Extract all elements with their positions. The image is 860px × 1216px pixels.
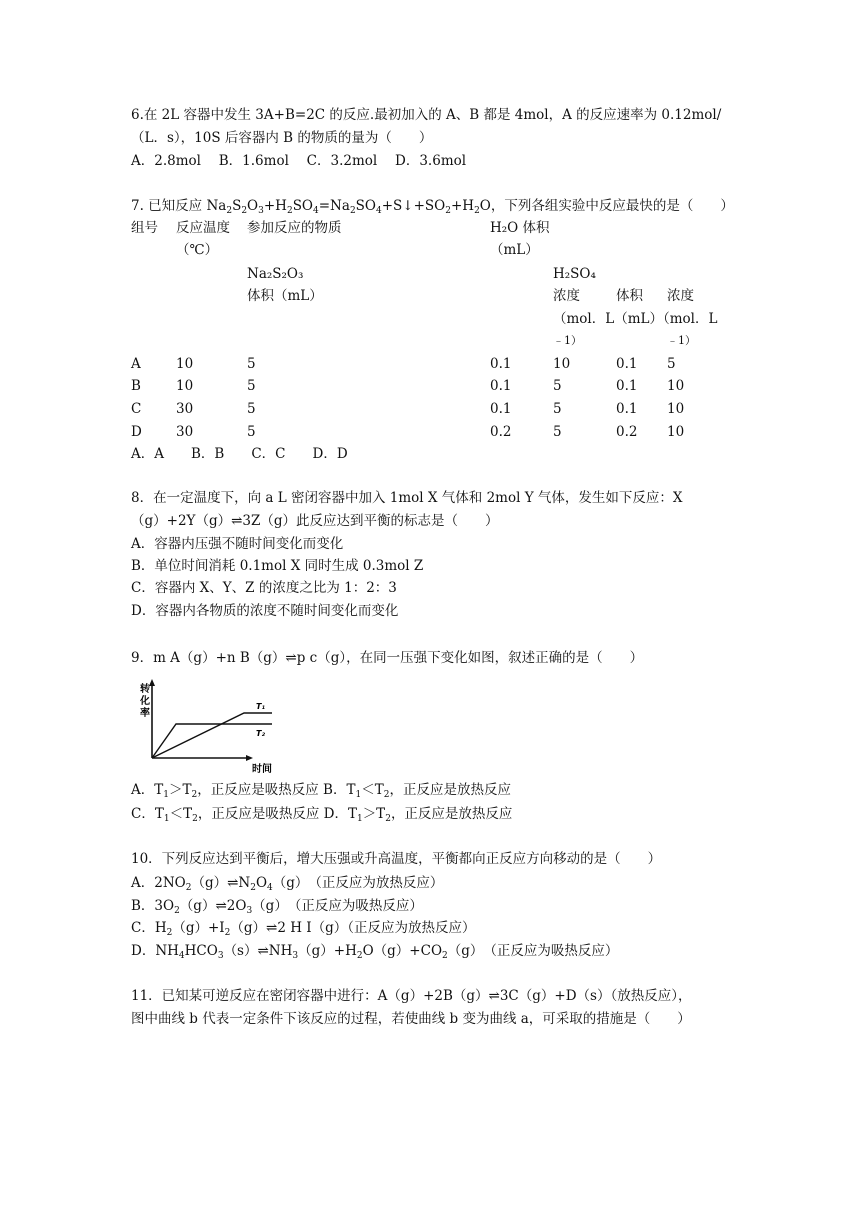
header-temp-unit: （℃） — [176, 242, 219, 258]
q8-option-c: C．容器内 X、Y、Z 的浓度之比为 1：2：3 — [131, 580, 397, 596]
table-row-b-v1: 5 — [247, 378, 256, 394]
header-water-volume: H₂O 体积 — [490, 220, 550, 236]
q7-options: A．A B．B C．C D．D — [131, 446, 348, 462]
q11-stem-line1: 11．已知某可逆反应在密闭容器中进行：A（g）+2B（g）⇌3C（g）+D（s）（放热反应）， — [131, 988, 692, 1004]
header-concentration: 浓度 — [553, 288, 580, 304]
table-row-c-v2: 5 — [553, 401, 562, 417]
table-row-b-c2: 0.1 — [616, 378, 638, 394]
header-water-unit: （mL） — [490, 242, 539, 258]
header-volume-ml: 体积（mL） — [247, 288, 323, 304]
q8-stem-line2: （g）+2Y（g）⇌3Z（g）此反应达到平衡的标志是（ ） — [131, 513, 499, 529]
table-row-a-c2: 0.1 — [616, 356, 638, 372]
q6-options: A．2.8mol B．1.6mol C．3.2mol D．3.6mol — [131, 153, 467, 169]
graph-ylabel-2: 化 — [140, 696, 150, 707]
table-row-c-group: C — [131, 401, 142, 417]
table-row-c-c1: 0.1 — [490, 401, 512, 417]
curve-t1 — [152, 713, 272, 758]
header-unit-exponent-1: ﹣1） — [553, 334, 582, 347]
table-row-b-group: B — [131, 378, 141, 394]
table-row-b-v2: 5 — [553, 378, 562, 394]
table-row-d-water: 10 — [667, 424, 685, 440]
table-row-c-temp: 30 — [176, 401, 194, 417]
header-temp: 反应温度 — [176, 220, 230, 236]
q10-option-d: D．$NH_4HCO_3(s)\rightleftharpoons NH_3(g)+H_2O(g)+CO_2(g)$ （正反应为吸热反应） — [131, 943, 619, 961]
table-row-a-v2: 10 — [553, 356, 571, 372]
table-row-b-water: 10 — [667, 378, 685, 394]
conversion-time-graph — [140, 676, 282, 774]
q9-stem: 9．m A（g）+n B（g）⇌p c（g），在同一压强下变化如图，叙述正确的是（ ） — [131, 650, 644, 666]
table-row-c-v1: 5 — [247, 401, 256, 417]
header-concentration-2: 浓度 — [667, 288, 694, 304]
q8-option-d: D．容器内各物质的浓度不随时间变化而变化 — [131, 603, 399, 619]
table-row-d-c1: 0.2 — [490, 424, 512, 440]
q6-stem-line1: 6.在 2L 容器中发生 3A+B=2C 的反应.最初加入的 A、B 都是 4mol，A 的反应速率为 0.12mol/ — [131, 107, 722, 123]
table-row-b-temp: 10 — [176, 378, 194, 394]
curve-label-t2: T₂ — [256, 729, 265, 738]
header-units: （mol．L（mL）（mol．L — [553, 311, 718, 327]
table-row-d-temp: 30 — [176, 424, 194, 440]
graph-xlabel: 时间 — [252, 764, 272, 774]
table-row-d-group: D — [131, 424, 142, 440]
table-row-a-v1: 5 — [247, 356, 256, 372]
table-row-d-v2: 5 — [553, 424, 562, 440]
table-row-c-water: 10 — [667, 401, 685, 417]
q10-option-c: C．$H_2(g)+I_2(g)\rightleftharpoons 2$ H I（g）（正反应为放热反应） — [131, 920, 476, 938]
q10-option-a: A．$2NO_2(g)\rightleftharpoons N_2O_4(g)$ （正反应为放热反应） — [131, 875, 444, 893]
q7-stem: 7. 已知反应 $Na_2S_2O_3+H_2SO_4=Na_2SO_4+S↓+SO_2+H_2O$，下列各组实验中反应最快的是（ ） — [131, 198, 734, 216]
q6-stem-line2: （L．s），10S 后容器内 B 的物质的量为（ ） — [131, 130, 433, 146]
header-reactants: 参加反应的物质 — [247, 220, 342, 236]
q8-stem-line1: 8．在一定温度下，向 a L 密闭容器中加入 1mol X 气体和 2mol Y 气体，发生如下反应：X — [131, 490, 683, 506]
q9-options-cd: C．$T_1<T_2$，正反应是吸热反应 D．$T_1>T_2$，正反应是放热反应 — [131, 806, 513, 824]
header-na2s2o3: Na₂S₂O₃ — [247, 266, 304, 282]
header-h2so4: H₂SO₄ — [553, 266, 596, 282]
table-row-d-v1: 5 — [247, 424, 256, 440]
q8-option-b: B．单位时间消耗 0.1mol X 同时生成 0.3mol Z — [131, 558, 424, 574]
graph-ylabel-1: 转 — [140, 684, 150, 695]
q9-options-ab: A．$T_1>T_2$，正反应是吸热反应 B．$T_1<T_2$，正反应是放热反应 — [131, 782, 511, 800]
q10-option-b: B．$3O_2(g)\rightleftharpoons 2O_3(g)$ （正反应为吸热反应） — [131, 898, 423, 916]
q8-option-a: A．容器内压强不随时间变化而变化 — [131, 536, 344, 552]
table-row-d-c2: 0.2 — [616, 424, 638, 440]
header-volume: 体积 — [616, 288, 643, 304]
table-row-a-temp: 10 — [176, 356, 194, 372]
graph-ylabel-3: 率 — [140, 708, 150, 719]
q10-stem: 10．下列反应达到平衡后，增大压强或升高温度，平衡都向正反应方向移动的是（ ） — [131, 851, 662, 867]
table-row-a-group: A — [131, 356, 141, 372]
header-unit-exponent-2: ﹣1） — [667, 334, 696, 347]
graph-axes — [149, 679, 253, 761]
table-row-c-c2: 0.1 — [616, 401, 638, 417]
header-group: 组号 — [131, 220, 158, 236]
table-row-b-c1: 0.1 — [490, 378, 512, 394]
table-row-a-c1: 0.1 — [490, 356, 512, 372]
table-row-a-water: 5 — [667, 356, 676, 372]
curve-label-t1: T₁ — [256, 702, 265, 711]
q11-stem-line2: 图中曲线 b 代表一定条件下该反应的过程，若使曲线 b 变为曲线 a，可采取的措施是（ ） — [131, 1011, 691, 1027]
